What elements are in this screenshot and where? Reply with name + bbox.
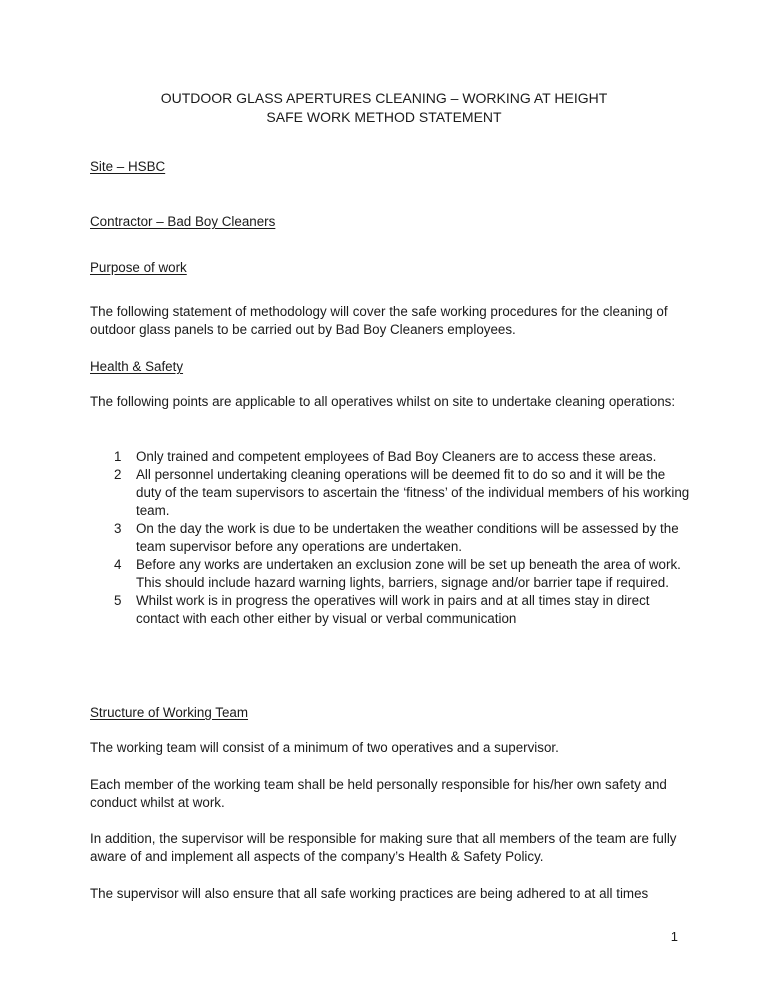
list-text: Before any works are undertaken an exclusion zone will be set up beneath the area of work. This should include hazard warning lights, barriers, signage and/or barrier tape if required.	[136, 557, 681, 590]
contractor-heading: Contractor – Bad Boy Cleaners	[90, 214, 276, 229]
list-text: All personnel undertaking cleaning operations will be deemed fit to do so and it will be the duty of the team supervisors to ascertain the ‘fitness’ of the individual members of his working team.	[136, 467, 690, 518]
title-line-1: OUTDOOR GLASS APERTURES CLEANING – WORKING AT HEIGHT	[160, 90, 608, 106]
list-text: Whilst work is in progress the operatives will work in pairs and at all times stay in direct contact with each other either by visual or verbal communication	[136, 593, 650, 626]
list-item	[90, 592, 690, 628]
purpose-text: The following statement of methodology will cover the safe working procedures for the cleaning of outdoor glass panels to be carried out by Bad Boy Cleaners employees.	[90, 304, 668, 337]
list-number: 1	[114, 449, 122, 464]
structure-paragraph-1: The working team will consist of a minimum of two operatives and a supervisor.	[90, 740, 559, 755]
list-item	[90, 556, 690, 592]
list-number: 5	[114, 593, 122, 608]
health-safety-heading: Health & Safety	[90, 359, 184, 374]
list-text: On the day the work is due to be undertaken the weather conditions will be assessed by the team supervisor before any operations are undertaken.	[136, 521, 679, 554]
list-number: 3	[114, 521, 122, 536]
page-number: 1	[670, 929, 678, 944]
purpose-heading: Purpose of work	[90, 260, 187, 275]
structure-heading: Structure of Working Team	[90, 705, 249, 720]
structure-paragraph-3: In addition, the supervisor will be responsible for making sure that all members of the team are fully aware of and implement all aspects of the company’s Health & Safety Policy.	[90, 831, 677, 864]
health-safety-intro: The following points are applicable to all operatives whilst on site to undertake cleaning operations:	[90, 394, 676, 409]
list-text: Only trained and competent employees of Bad Boy Cleaners are to access these areas.	[136, 449, 657, 464]
structure-paragraph-4: The supervisor will also ensure that all safe working practices are being adhered to at all times	[90, 886, 649, 901]
site-heading: Site – HSBC	[90, 159, 166, 174]
title-line-2: SAFE WORK METHOD STATEMENT	[266, 109, 502, 125]
document-title	[90, 89, 678, 127]
list-number: 2	[114, 467, 122, 482]
list-item	[90, 466, 690, 520]
list-number: 4	[114, 557, 122, 572]
list-item	[90, 448, 690, 466]
list-item	[90, 520, 690, 556]
structure-paragraph-2: Each member of the working team shall be held personally responsible for his/her own safety and conduct whilst at work.	[90, 777, 667, 810]
health-safety-list	[90, 448, 690, 628]
